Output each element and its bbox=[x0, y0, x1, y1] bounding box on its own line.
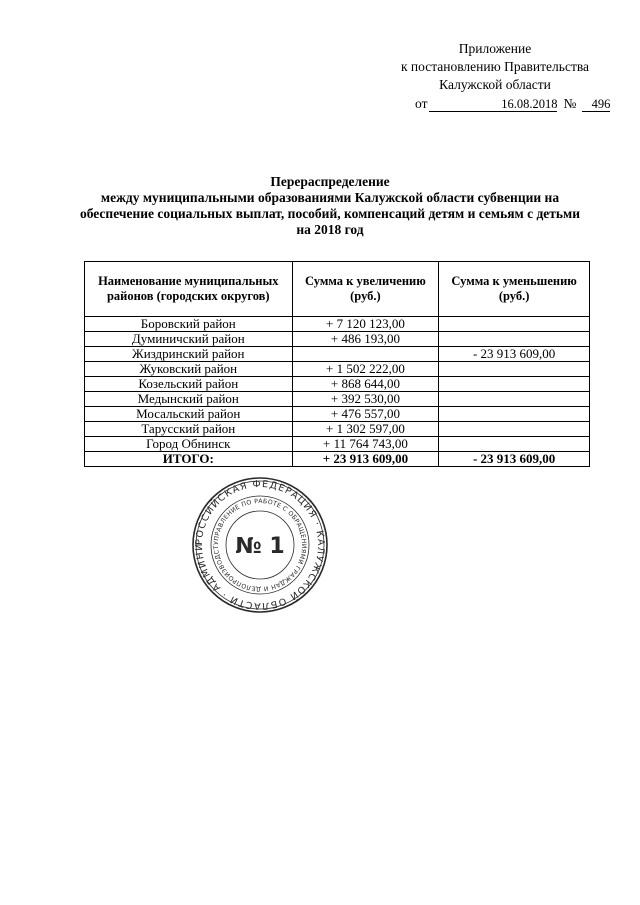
title-line-3: обеспечение социальных выплат, пособий, компенсаций детям и семьям с детьми bbox=[79, 206, 581, 221]
number-label: № bbox=[563, 96, 577, 111]
decree-date-line bbox=[415, 96, 615, 112]
table-row bbox=[85, 332, 590, 347]
seal-inner-text: УПРАВЛЕНИЕ ПО РАБОТЕ С ОБРАЩЕНИЯМИ ГРАЖДАН И ДЕЛОПРОИЗВОДСТ bbox=[212, 497, 308, 593]
decrease-amount bbox=[439, 332, 590, 347]
district-name: Мосальский район bbox=[85, 407, 293, 422]
table-row bbox=[85, 362, 590, 377]
table-row bbox=[85, 317, 590, 332]
district-name: Козельский район bbox=[85, 377, 293, 392]
decrease-amount bbox=[439, 317, 590, 332]
district-name: Думиничский район bbox=[85, 332, 293, 347]
appendix-line-2: к постановлению Правительства bbox=[400, 59, 590, 74]
title-line-2: между муниципальными образованиями Калужской области субвенции на bbox=[100, 190, 560, 205]
increase-amount: + 1 502 222,00 bbox=[292, 362, 439, 377]
decrease-amount bbox=[439, 437, 590, 452]
increase-amount: + 11 764 743,00 bbox=[292, 437, 439, 452]
table-row bbox=[85, 407, 590, 422]
title-line-4: на 2018 год bbox=[296, 222, 364, 237]
appendix-line-1: Приложение bbox=[458, 41, 532, 56]
appendix-line-3: Калужской области bbox=[439, 77, 551, 92]
seal-graphic bbox=[190, 475, 330, 615]
district-name: Жуковский район bbox=[85, 362, 293, 377]
district-name: Медынский район bbox=[85, 392, 293, 407]
district-name: Жиздринский район bbox=[85, 347, 293, 362]
decrease-amount bbox=[439, 407, 590, 422]
total-row bbox=[85, 452, 590, 467]
district-name: Тарусский район bbox=[85, 422, 293, 437]
table-row bbox=[85, 392, 590, 407]
district-name: Боровский район bbox=[85, 317, 293, 332]
decrease-amount bbox=[439, 377, 590, 392]
decrease-amount: - 23 913 609,00 bbox=[439, 347, 590, 362]
increase-amount: + 486 193,00 bbox=[292, 332, 439, 347]
table-row bbox=[85, 437, 590, 452]
table-header-row bbox=[85, 262, 590, 317]
appendix-header bbox=[390, 40, 600, 94]
table-row bbox=[85, 347, 590, 362]
header-district: Наименование муниципальных районов (городских округов) bbox=[85, 262, 293, 317]
increase-amount: + 1 302 597,00 bbox=[292, 422, 439, 437]
decree-number: 496 bbox=[582, 97, 610, 112]
seal-outer-text: РОССИЙСКАЯ ФЕДЕРАЦИЯ · КАЛУЖСКОЙ ОБЛАСТИ · АДМИНИ bbox=[193, 478, 327, 612]
decrease-amount bbox=[439, 422, 590, 437]
district-name: Город Обнинск bbox=[85, 437, 293, 452]
table-row bbox=[85, 422, 590, 437]
decrease-amount bbox=[439, 362, 590, 377]
decrease-amount bbox=[439, 392, 590, 407]
increase-amount bbox=[292, 347, 439, 362]
total-decrease: - 23 913 609,00 bbox=[439, 452, 590, 467]
increase-amount: + 868 644,00 bbox=[292, 377, 439, 392]
document-title bbox=[60, 174, 600, 238]
increase-amount: + 476 557,00 bbox=[292, 407, 439, 422]
redistribution-table bbox=[84, 261, 590, 467]
decree-date: 16.08.2018 bbox=[429, 97, 557, 112]
official-seal bbox=[190, 475, 330, 615]
increase-amount: + 7 120 123,00 bbox=[292, 317, 439, 332]
total-label: ИТОГО: bbox=[85, 452, 293, 467]
header-increase: Сумма к увеличению (руб.) bbox=[292, 262, 439, 317]
title-line-1: Перераспределение bbox=[270, 174, 390, 189]
from-label: от bbox=[415, 96, 428, 111]
table-row bbox=[85, 377, 590, 392]
header-decrease: Сумма к уменьшению (руб.) bbox=[439, 262, 590, 317]
increase-amount: + 392 530,00 bbox=[292, 392, 439, 407]
total-increase: + 23 913 609,00 bbox=[292, 452, 439, 467]
seal-number: № 1 bbox=[235, 534, 285, 559]
